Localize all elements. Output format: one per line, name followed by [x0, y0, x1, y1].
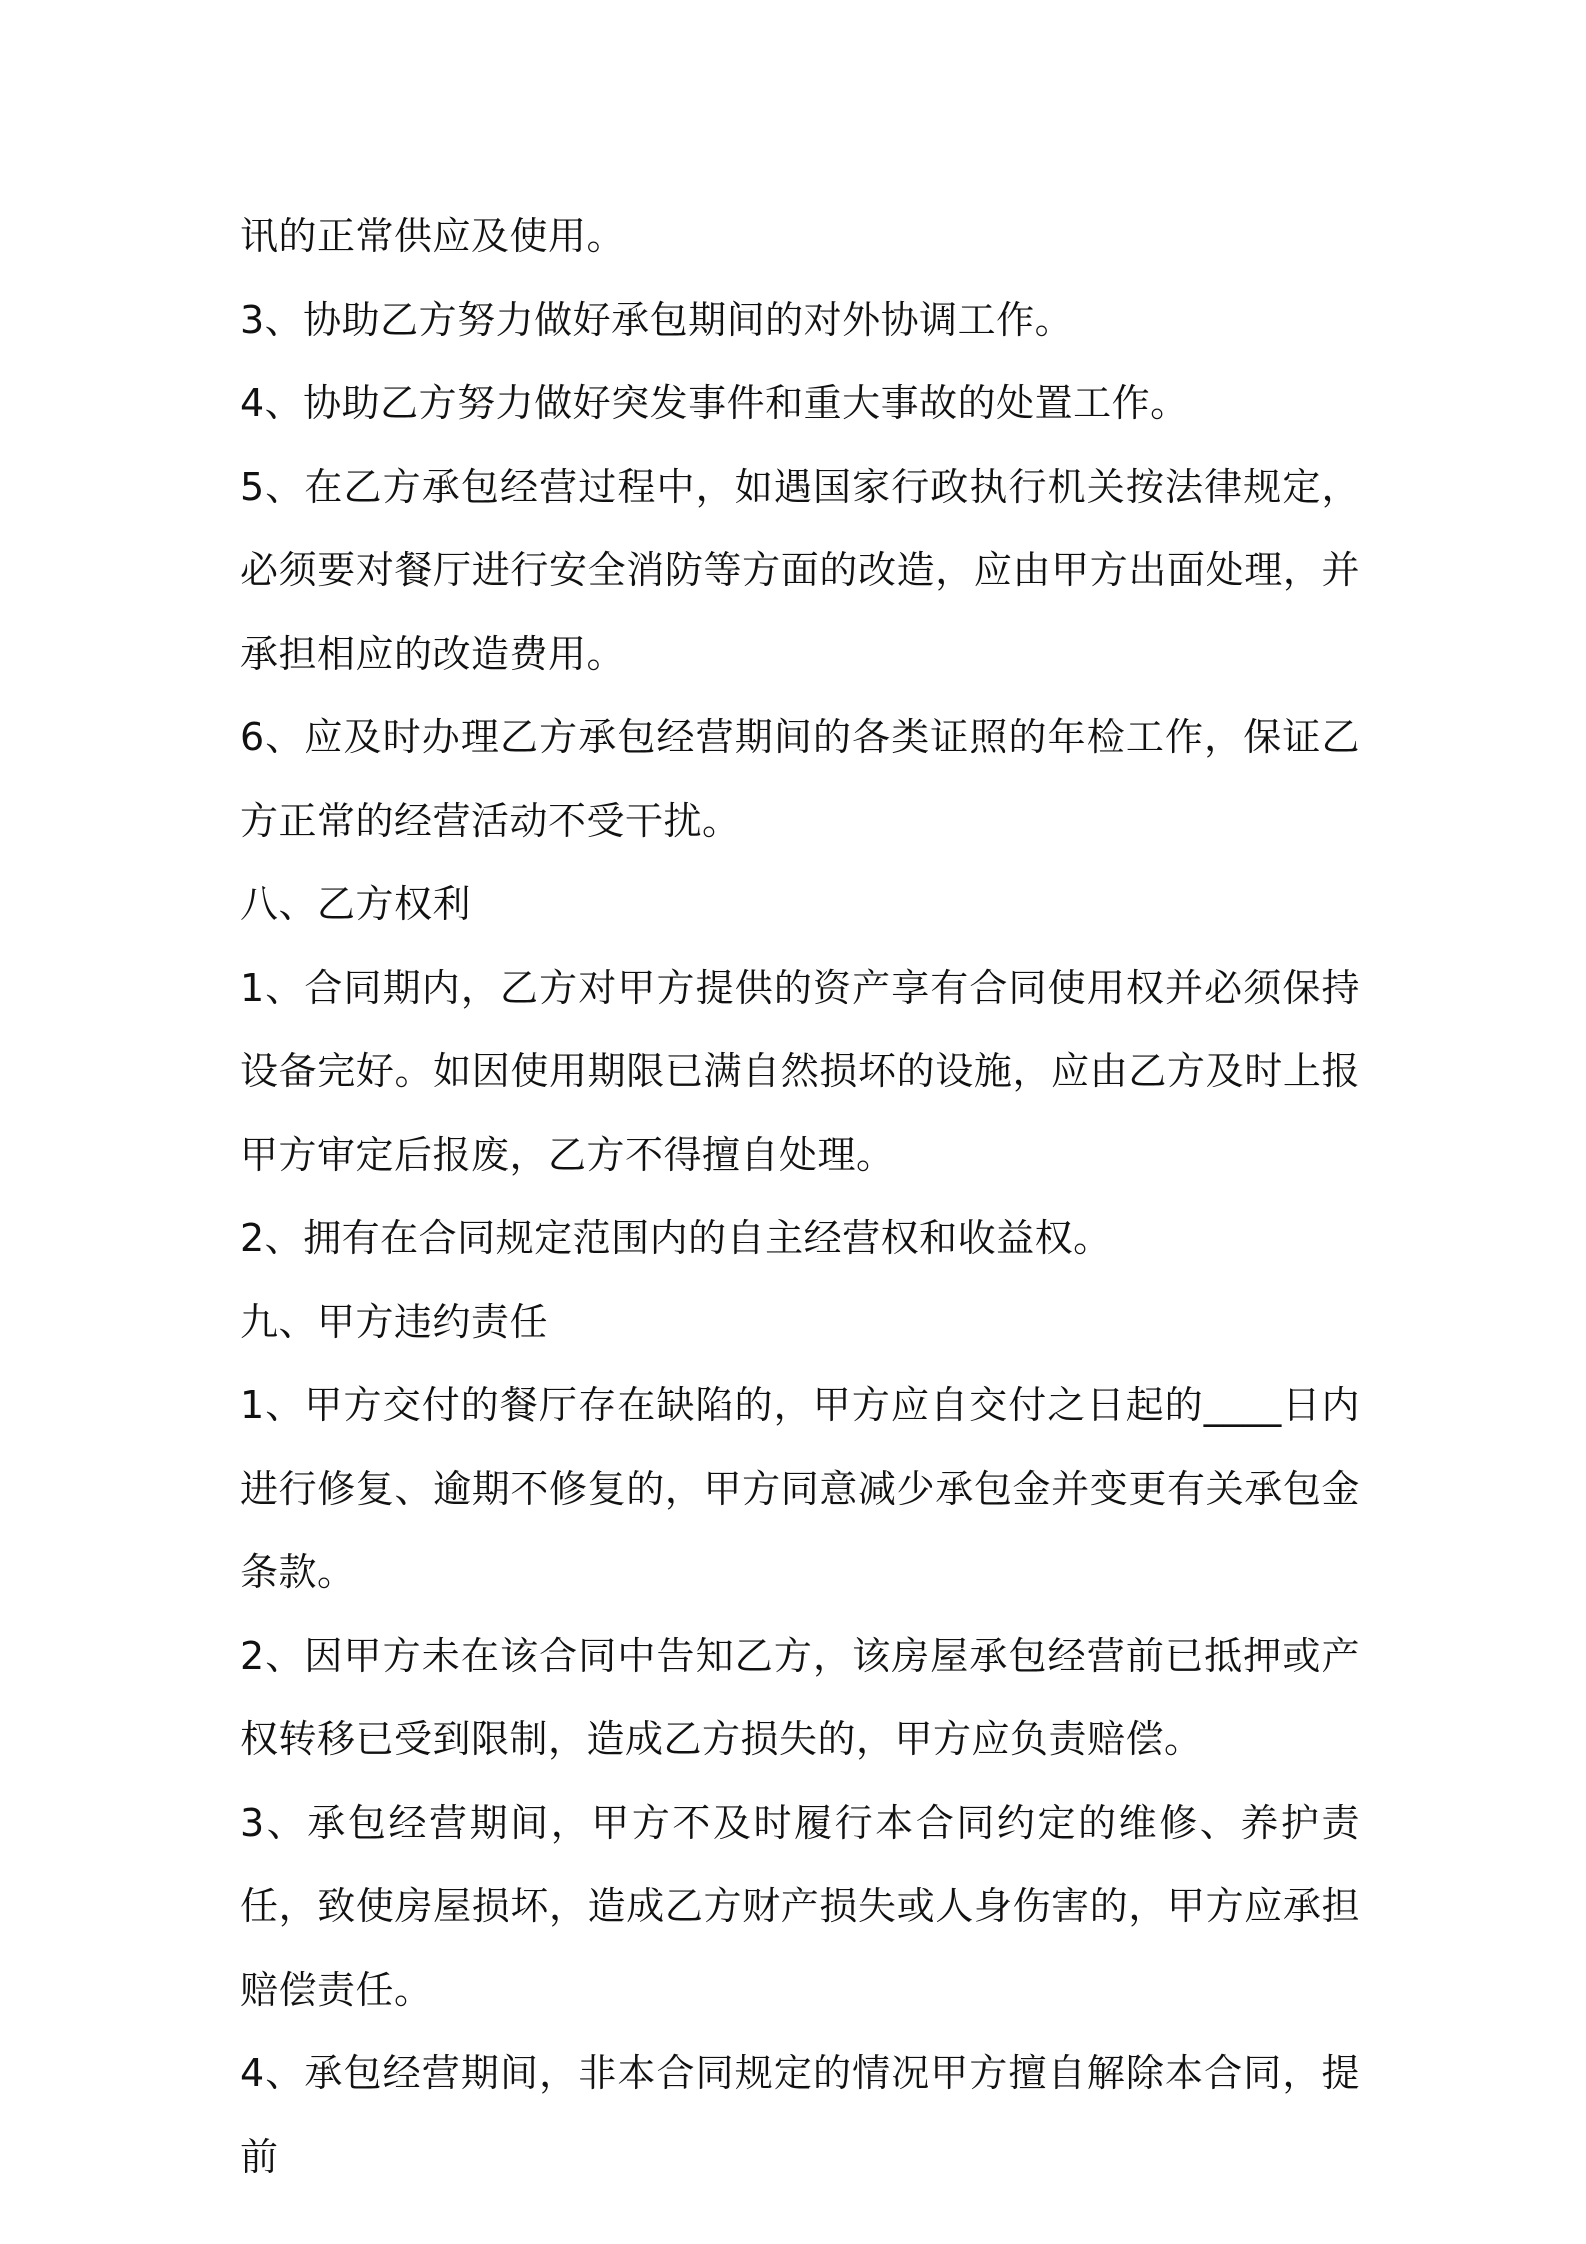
section-heading-party-b-rights: 八、乙方权利	[240, 882, 472, 926]
paragraph-rights-2-autonomy: 2、拥有在合同规定范围内的自主经营权和收益权。	[240, 1216, 1112, 1260]
paragraph-supply-use: 讯的正常供应及使用。	[240, 214, 626, 258]
paragraph-liability-4-termination: 4、承包经营期间，非本合同规定的情况甲方擅自解除本合同，提前	[240, 2051, 1360, 2179]
document-body	[240, 195, 1360, 2199]
section-heading-party-a-liability: 九、甲方违约责任	[240, 1299, 549, 1344]
paragraph-clause-3-coordination: 3、协助乙方努力做好承包期间的对外协调工作。	[240, 297, 1074, 342]
paragraph-clause-5-renovation: 5、在乙方承包经营过程中，如遇国家行政执行机关按法律规定，必须要对餐厅进行安全消防等方面的改造，应由甲方出面处理，并承担相应的改造费用。	[240, 464, 1360, 676]
paragraph-clause-6-licenses: 6、应及时办理乙方承包经营期间的各类证照的年检工作，保证乙方正常的经营活动不受干扰。	[240, 715, 1360, 843]
paragraph-liability-1-defects: 1、甲方交付的餐厅存在缺陷的，甲方应自交付之日起的____日内进行修复、逾期不修复的，甲方同意减少承包金并变更有关承包金条款。	[240, 1383, 1360, 1594]
paragraph-liability-2-mortgage: 2、因甲方未在该合同中告知乙方，该房屋承包经营前已抵押或产权转移已受到限制，造成乙方损失的，甲方应负责赔偿。	[240, 1633, 1360, 1761]
paragraph-clause-4-emergency: 4、协助乙方努力做好突发事件和重大事故的处置工作。	[240, 381, 1189, 425]
paragraph-liability-3-maintenance: 3、承包经营期间，甲方不及时履行本合同约定的维修、养护责任，致使房屋损坏，造成乙方财产损失或人身伤害的，甲方应承担赔偿责任。	[240, 1800, 1360, 2012]
paragraph-rights-1-assets: 1、合同期内，乙方对甲方提供的资产享有合同使用权并必须保持设备完好。如因使用期限已满自然损坏的设施，应由乙方及时上报甲方审定后报废，乙方不得擅自处理。	[240, 965, 1360, 1177]
